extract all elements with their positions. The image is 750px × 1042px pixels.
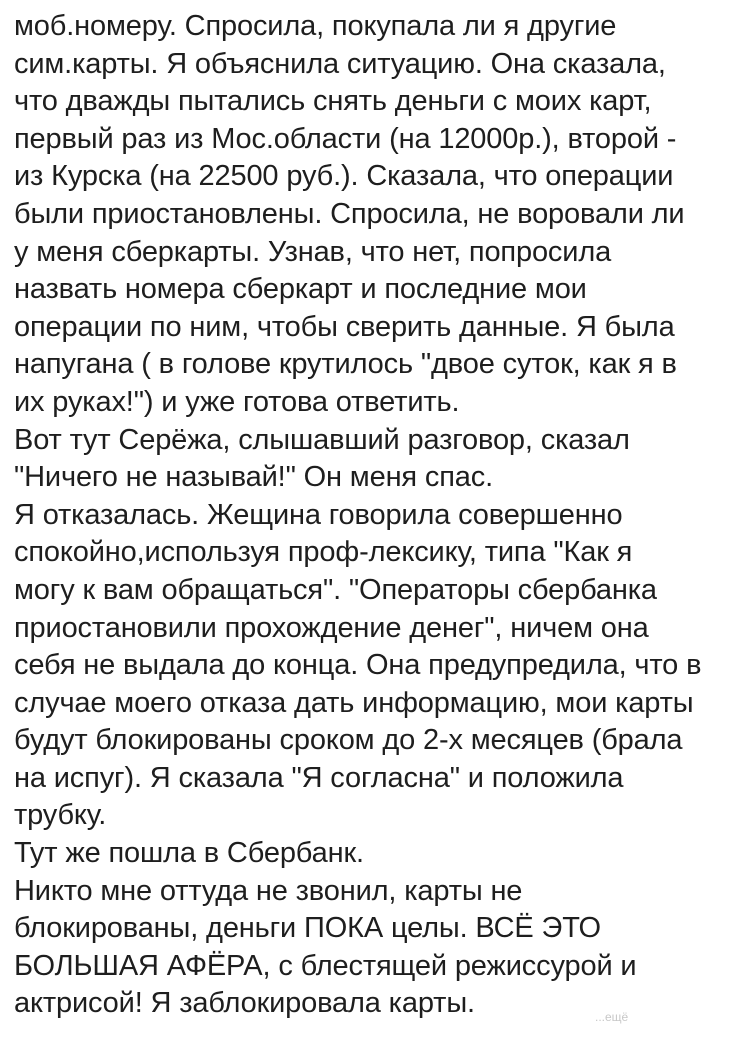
post-line: Вот тут Серёжа, слышавший разговор, сказал bbox=[14, 423, 630, 456]
post-line: из Курска (на 22500 руб.). Сказала, что операции bbox=[14, 160, 674, 193]
cut-off-previous-line bbox=[14, 0, 742, 8]
post-line: первый раз из Мос.области (на 12000р.), второй - bbox=[14, 122, 677, 155]
post-line: что дважды пытались снять деньги с моих карт, bbox=[14, 85, 652, 118]
post-line: Никто мне оттуда не звонил, карты не bbox=[14, 874, 523, 907]
post-line: будут блокированы сроком до 2-х месяцев (брала bbox=[14, 724, 683, 757]
post-line: спокойно,используя проф-лексику, типа "Как я bbox=[14, 536, 633, 569]
post-line: могу к вам обращаться". "Операторы сбербанка bbox=[14, 573, 657, 606]
post-line: сим.карты. Я объяснила ситуацию. Она сказала, bbox=[14, 47, 666, 80]
post-line: актрисой! Я заблокировала карты. bbox=[14, 987, 475, 1020]
post-line: Я отказалась. Жещина говорила совершенно bbox=[14, 498, 623, 531]
show-more-link[interactable]: ...ещё bbox=[595, 1010, 629, 1024]
post-line: назвать номера сберкарт и последние мои bbox=[14, 273, 587, 306]
post-line: трубку. bbox=[14, 799, 107, 832]
post-line: их руках!") и уже готова ответить. bbox=[14, 385, 460, 418]
post-line: блокированы, деньги ПОКА целы. ВСЁ ЭТО bbox=[14, 912, 601, 945]
post-line: БОЛЬШАЯ АФЁРА, с блестящей режиссурой и bbox=[14, 949, 637, 982]
post-line: были приостановлены. Спросила, не воровали ли bbox=[14, 197, 685, 230]
post-line: на испуг). Я сказала "Я согласна" и положила bbox=[14, 761, 624, 794]
post-line: напугана ( в голове крутилось "двое суток, как я в bbox=[14, 348, 677, 381]
post-line: у меня сберкарты. Узнав, что нет, попросила bbox=[14, 235, 612, 268]
post-line: себя не выдала до конца. Она предупредила, что в bbox=[14, 649, 702, 682]
post-line: "Ничего не называй!" Он меня спас. bbox=[14, 461, 494, 494]
post-line: моб.номеру. Спросила, покупала ли я другие bbox=[14, 10, 617, 42]
post-line: случае моего отказа дать информацию, мои карты bbox=[14, 686, 694, 719]
post-line: приостановили прохождение денег", ничем она bbox=[14, 611, 649, 644]
post-body bbox=[14, 0, 742, 1023]
post-line: операции по ним, чтобы сверить данные. Я была bbox=[14, 310, 675, 343]
post-line: Тут же пошла в Сбербанк. bbox=[14, 837, 364, 870]
